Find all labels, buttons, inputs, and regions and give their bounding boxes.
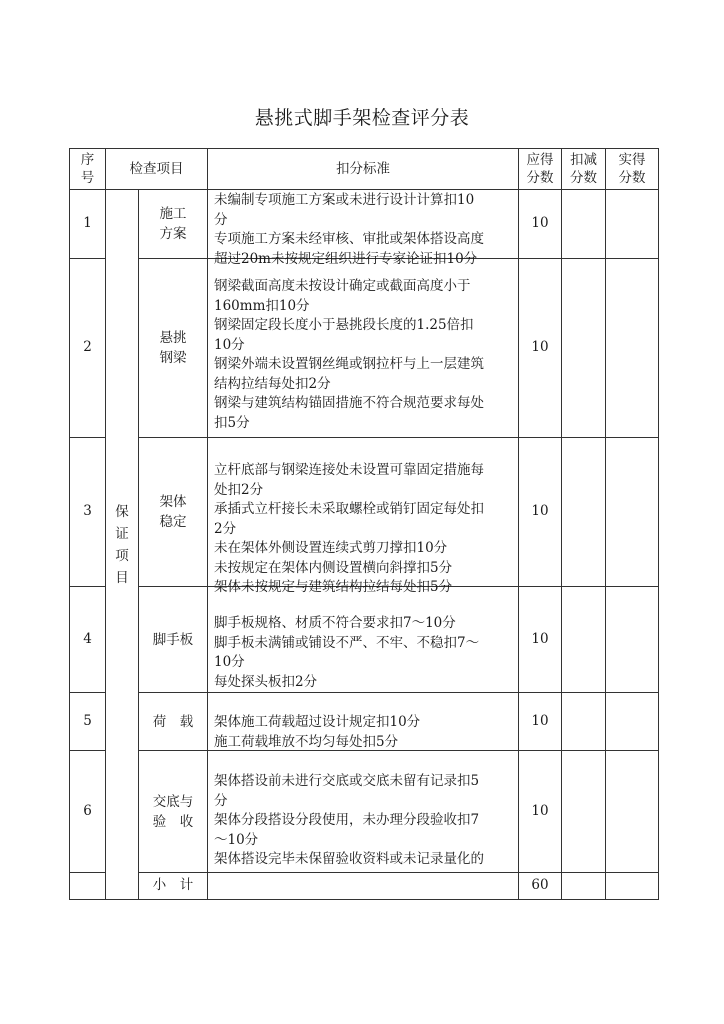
item-line: 荷 载 (152, 713, 194, 730)
row-actual-score[interactable] (606, 587, 659, 693)
row-deduct-score[interactable] (562, 438, 606, 587)
row-deduct-score[interactable] (562, 190, 606, 259)
criteria-line: 钢梁截面高度未按设计确定或截面高度小于 (214, 278, 471, 294)
item-line: 验 收 (152, 813, 194, 830)
criteria-line: 架体搭设完毕未保留验收资料或未记录量化的 (214, 851, 484, 867)
header-seq-line: 序 (80, 152, 95, 168)
row-deduct-score[interactable] (562, 751, 606, 873)
criteria-line: 超过20m未按规定组织进行专家论证扣10分 (214, 250, 478, 267)
row-actual-score[interactable] (606, 751, 659, 873)
criteria-line: 承插式立杆接长未采取螺栓或销钉固定每处扣 (214, 501, 484, 517)
criteria-line: 160mm扣10分 (214, 297, 310, 314)
row-should-score: 10 (519, 587, 562, 693)
subtotal-row (70, 873, 659, 900)
subtotal-seq (70, 873, 106, 900)
header-should-line: 分数 (526, 170, 554, 186)
header-deduct-line: 扣减 (570, 152, 597, 168)
criteria-line: 结构拉结每处扣2分 (214, 375, 331, 392)
group-char: 目 (115, 569, 129, 586)
row-seq: 3 (70, 438, 106, 587)
row-actual-score[interactable] (606, 259, 659, 438)
header-seq-line: 号 (80, 170, 95, 186)
table-row (70, 587, 659, 693)
group-char: 证 (115, 525, 129, 542)
subtotal-criteria (208, 873, 519, 900)
criteria-line: 10分 (214, 654, 245, 670)
row-item (139, 259, 208, 438)
subtotal-score: 60 (519, 873, 562, 900)
row-item (139, 190, 208, 259)
criteria-line: 处扣2分 (214, 481, 264, 498)
item-line: 钢梁 (159, 350, 187, 366)
criteria-line: 架体分段搭设分段使用，未办理分段验收扣7 (214, 812, 480, 828)
group-char: 保 (115, 503, 129, 520)
criteria-line: 钢梁外端未设置钢丝绳或钢拉杆与上一层建筑 (214, 356, 484, 372)
item-line: 施工 (159, 206, 187, 222)
criteria-line: 架体搭设前未进行交底或交底未留有记录扣5 (214, 773, 480, 789)
header-criteria: 扣分标准 (208, 149, 519, 190)
table-row (70, 751, 659, 873)
criteria-line: 钢梁固定段长度小于悬挑段长度的1.25倍扣 (214, 317, 474, 333)
criteria-line: 未按规定在架体内侧设置横向斜撑扣5分 (214, 559, 453, 576)
criteria-line: 脚手板未满铺或铺设不严、不牢、不稳扣7～ (214, 634, 480, 651)
row-actual-score[interactable] (606, 438, 659, 587)
header-deduct-line: 分数 (570, 170, 597, 186)
row-seq: 6 (70, 751, 106, 873)
row-should-score: 10 (519, 259, 562, 438)
row-item (139, 751, 208, 873)
page-title: 悬挑式脚手架检查评分表 (254, 107, 470, 129)
table-row (70, 190, 659, 259)
criteria-line: 脚手板规格、材质不符合要求扣7～10分 (214, 615, 456, 631)
header-item: 检查项目 (106, 149, 208, 190)
criteria-line: 专项施工方案未经审核、审批或架体搭设高度 (214, 231, 484, 247)
header-row (70, 149, 659, 190)
criteria-line: 架体施工荷载超过设计规定扣10分 (214, 714, 421, 730)
row-criteria (208, 438, 519, 595)
row-criteria (208, 587, 519, 693)
row-actual-score[interactable] (606, 190, 659, 259)
header-actual-line: 实得 (618, 152, 646, 168)
subtotal-deduct[interactable] (562, 873, 606, 900)
row-deduct-score[interactable] (562, 587, 606, 693)
header-actual-line: 分数 (618, 170, 646, 186)
score-table (69, 148, 659, 900)
header-seq (70, 149, 106, 190)
row-criteria (208, 693, 519, 751)
row-deduct-score[interactable] (562, 693, 606, 751)
criteria-line: 扣5分 (214, 414, 250, 431)
group-label (106, 190, 139, 900)
item-line: 架体 (159, 494, 187, 510)
row-should-score: 10 (519, 751, 562, 873)
row-seq: 2 (70, 259, 106, 438)
table-row (70, 693, 659, 751)
item-line: 交底与 (152, 793, 194, 810)
criteria-line: 施工荷载堆放不均匀每处扣5分 (214, 733, 399, 750)
criteria-line: ～10分 (214, 831, 259, 848)
subtotal-label: 小 计 (139, 873, 208, 900)
criteria-line: 分 (214, 792, 228, 809)
group-char: 项 (115, 547, 129, 564)
row-actual-score[interactable] (606, 693, 659, 751)
criteria-line: 2分 (214, 520, 237, 537)
row-criteria (208, 259, 519, 438)
criteria-line: 架体未按规定与建筑结构拉结每处扣5分 (214, 579, 453, 595)
row-item (139, 693, 208, 751)
item-line: 脚手板 (152, 631, 194, 648)
criteria-line: 未编制专项施工方案或未进行设计计算扣10 (214, 192, 475, 208)
row-should-score: 10 (519, 693, 562, 751)
item-line: 稳定 (159, 514, 187, 530)
criteria-line: 分 (214, 211, 228, 228)
row-should-score: 10 (519, 438, 562, 587)
header-deduct (562, 149, 606, 190)
row-deduct-score[interactable] (562, 259, 606, 438)
row-item (139, 438, 208, 587)
criteria-line: 钢梁与建筑结构锚固措施不符合规范要求每处 (214, 395, 484, 411)
criteria-line: 每处探头板扣2分 (214, 673, 318, 690)
header-should-line: 应得 (526, 152, 554, 168)
row-criteria (208, 190, 519, 267)
criteria-line: 立杆底部与钢梁连接处未设置可靠固定措施每 (214, 462, 484, 478)
item-line: 方案 (159, 226, 187, 242)
row-criteria (208, 751, 519, 873)
header-actual (606, 149, 659, 190)
table-row (70, 259, 659, 438)
row-seq: 1 (70, 190, 106, 259)
row-item (139, 587, 208, 693)
row-seq: 5 (70, 693, 106, 751)
subtotal-actual[interactable] (606, 873, 659, 900)
header-should (519, 149, 562, 190)
criteria-line: 未在架体外侧设置连续式剪刀撑扣10分 (214, 540, 448, 556)
table-row (70, 438, 659, 587)
criteria-line: 10分 (214, 336, 245, 353)
row-seq: 4 (70, 587, 106, 693)
row-should-score: 10 (519, 190, 562, 259)
item-line: 悬挑 (159, 330, 187, 346)
